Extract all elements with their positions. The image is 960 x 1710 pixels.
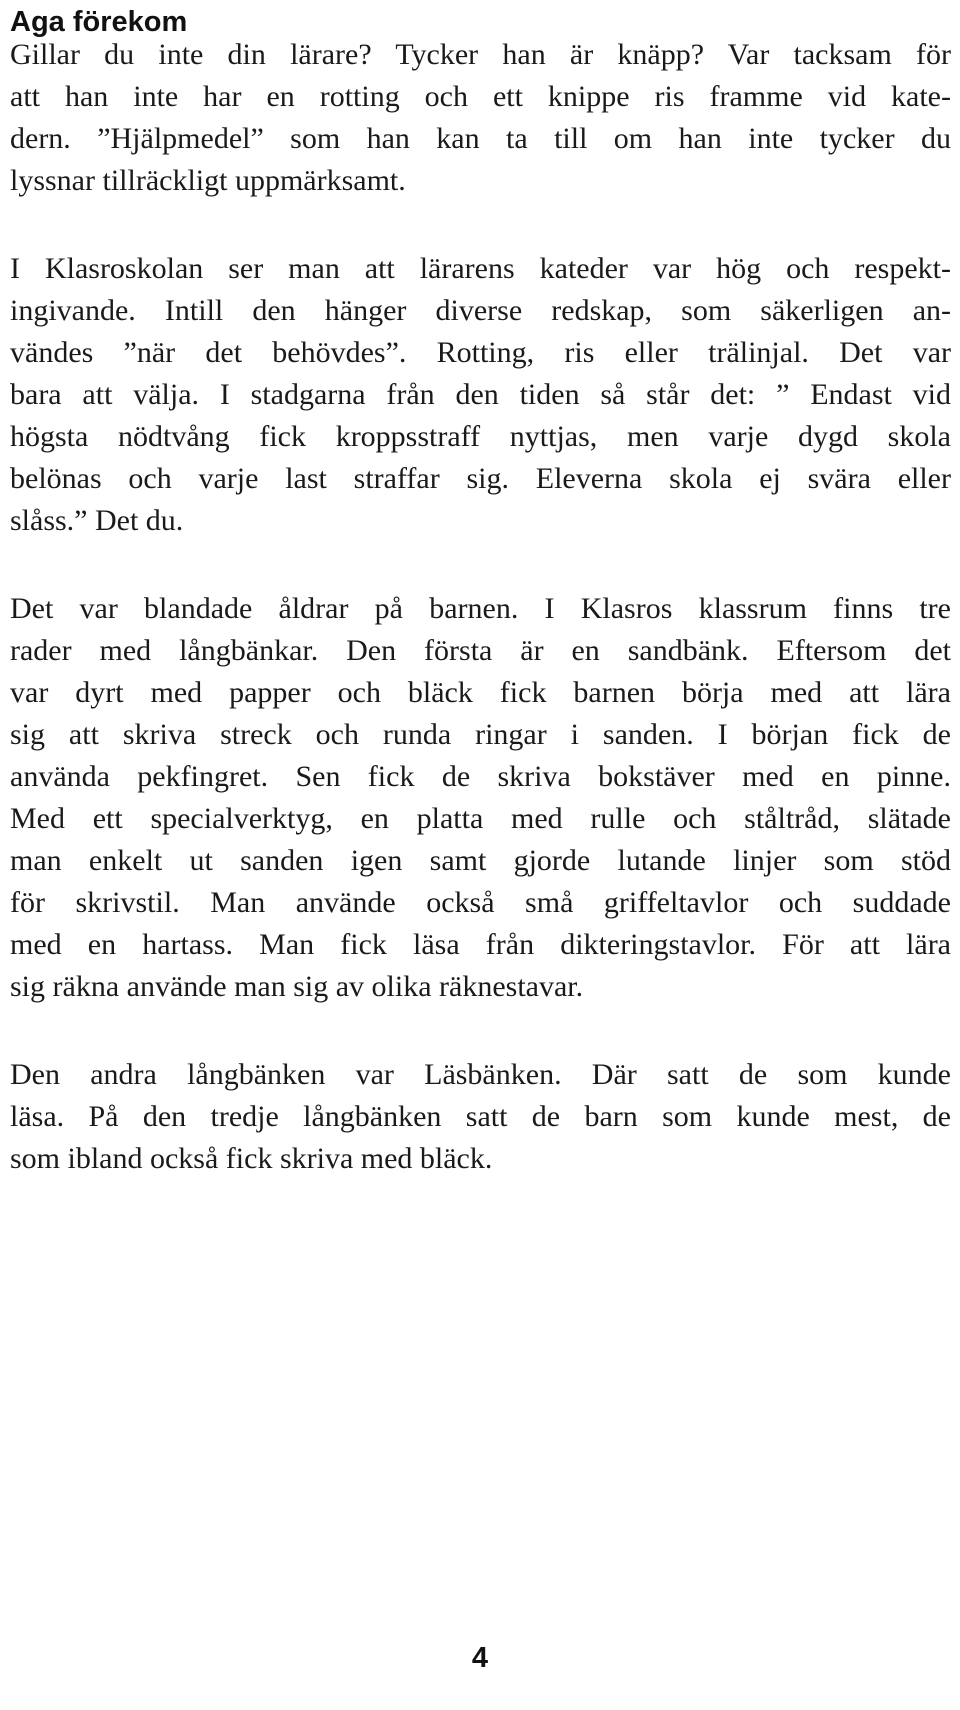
paragraph-4-line-1: Den andra långbänken var Läsbänken. Där satt de som kunde bbox=[10, 1058, 951, 1091]
paragraph-3-line-6: Med ett specialverktyg, en platta med rulle och ståltråd, slätade bbox=[10, 802, 951, 835]
paragraph-2-line-3: vändes ”när det behövdes”. Rotting, ris eller trälinjal. Det var bbox=[10, 336, 951, 369]
page-number: 4 bbox=[471, 1642, 489, 1674]
paragraph-4-line-2: läsa. På den tredje långbänken satt de barn som kunde mest, de bbox=[10, 1100, 951, 1133]
paragraph-1-line-1: Gillar du inte din lärare? Tycker han är knäpp? Var tacksam för bbox=[10, 38, 951, 71]
paragraph-1-line-2: att han inte har en rotting och ett knippe ris framme vid kate- bbox=[10, 80, 951, 113]
paragraph-2-line-2: ingivande. Intill den hänger diverse redskap, som säkerligen an- bbox=[10, 294, 951, 327]
paragraph-3-line-8: för skrivstil. Man använde också små griffeltavlor och suddade bbox=[10, 886, 951, 919]
paragraph-2-line-4: bara att välja. I stadgarna från den tiden så står det: ” Endast vid bbox=[10, 378, 951, 411]
paragraph-3-line-9: med en hartass. Man fick läsa från dikteringstavlor. För att lära bbox=[10, 928, 951, 961]
paragraph-3-line-4: sig att skriva streck och runda ringar i sanden. I början fick de bbox=[10, 718, 951, 751]
paragraph-3-line-1: Det var blandade åldrar på barnen. I Klasros klassrum finns tre bbox=[10, 592, 951, 625]
paragraph-2-line-5: högsta nödtvång fick kroppsstraff nyttjas, men varje dygd skola bbox=[10, 420, 951, 453]
paragraph-3-line-3: var dyrt med papper och bläck fick barnen börja med att lära bbox=[10, 676, 951, 709]
paragraph-3-line-5: använda pekfingret. Sen fick de skriva bokstäver med en pinne. bbox=[10, 760, 951, 793]
paragraph-3-line-7: man enkelt ut sanden igen samt gjorde lutande linjer som stöd bbox=[10, 844, 951, 877]
paragraph-2-line-7: slåss.” Det du. bbox=[10, 504, 184, 537]
section-heading: Aga förekom bbox=[10, 6, 188, 38]
paragraph-2-line-6: belönas och varje last straffar sig. Eleverna skola ej svära eller bbox=[10, 462, 951, 495]
paragraph-2-line-1: I Klasroskolan ser man att lärarens kateder var hög och respekt- bbox=[10, 252, 951, 285]
paragraph-3-line-2: rader med långbänkar. Den första är en sandbänk. Eftersom det bbox=[10, 634, 951, 667]
paragraph-1-line-3: dern. ”Hjälpmedel” som han kan ta till om han inte tycker du bbox=[10, 122, 951, 155]
paragraph-1-line-4: lyssnar tillräckligt uppmärksamt. bbox=[10, 164, 406, 197]
paragraph-4-line-3: som ibland också fick skriva med bläck. bbox=[10, 1142, 493, 1175]
paragraph-3-line-10: sig räkna använde man sig av olika räknestavar. bbox=[10, 970, 584, 1003]
